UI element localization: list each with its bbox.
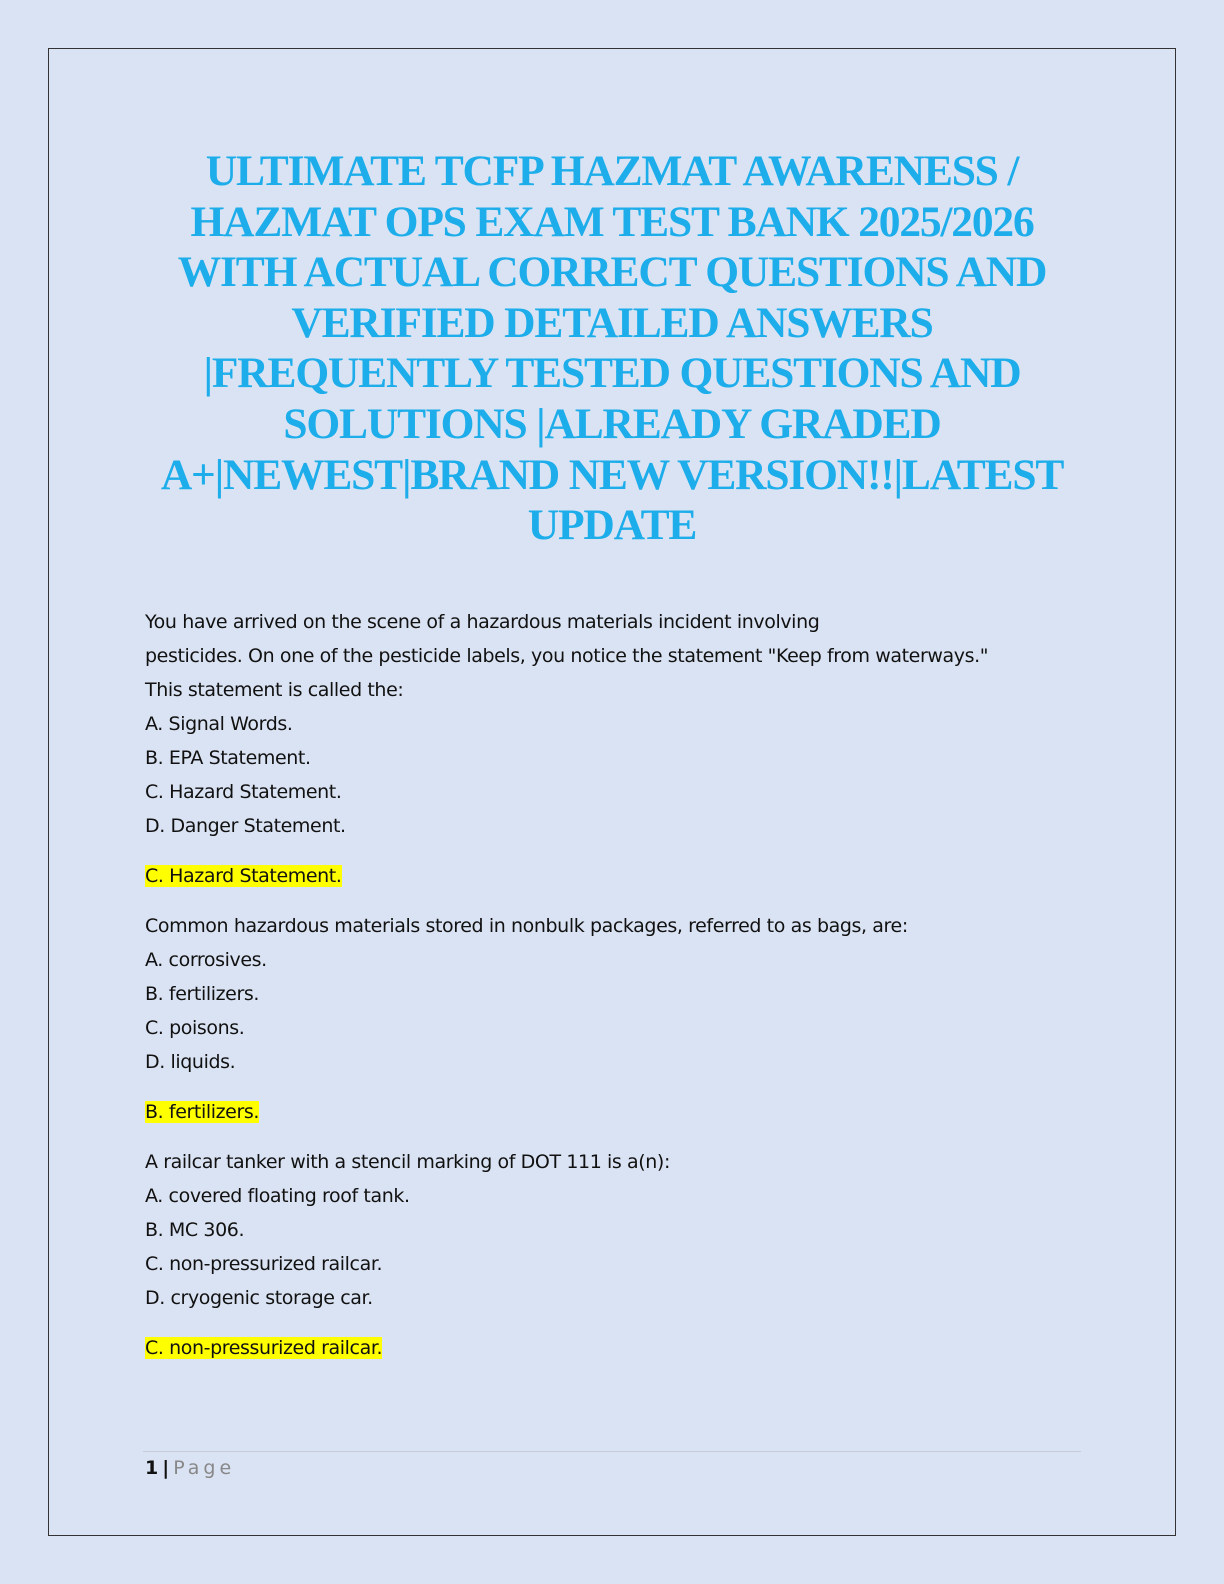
question-2 — [145, 909, 1085, 1129]
highlighted-answer: C. Hazard Statement. — [145, 865, 342, 887]
title-line: HAZMAT OPS EXAM TEST BANK 2025/2026 — [190, 197, 1034, 246]
answer-row — [145, 1095, 1085, 1129]
option-d: D. Danger Statement. — [145, 815, 346, 837]
highlighted-answer: C. non-pressurized railcar. — [145, 1337, 383, 1359]
footer-divider — [143, 1451, 1081, 1452]
title-line: ULTIMATE TCFP HAZMAT AWARENESS / — [205, 147, 1019, 195]
title-line: SOLUTIONS |ALREADY GRADED — [283, 399, 941, 448]
option-b: B. MC 306. — [145, 1219, 245, 1241]
option-b: B. EPA Statement. — [145, 747, 311, 769]
footer-separator: | — [162, 1457, 170, 1479]
option-c: C. poisons. — [145, 1017, 245, 1039]
question-text: Common hazardous materials stored in nonbulk packages, referred to as bags, are: — [145, 915, 908, 937]
option-a: A. corrosives. — [145, 949, 267, 971]
page-label: Page — [173, 1457, 236, 1479]
question-text: You have arrived on the scene of a hazardous materials incident involving — [145, 611, 820, 633]
title-line: A+|NEWEST|BRAND NEW VERSION!!|LATEST — [160, 450, 1064, 499]
option-a: A. Signal Words. — [145, 713, 293, 735]
answer-row — [145, 1331, 1085, 1365]
title-line: |FREQUENTLY TESTED QUESTIONS AND — [203, 349, 1021, 398]
answer-row — [145, 859, 1085, 893]
option-d: D. liquids. — [145, 1051, 236, 1073]
question-text: A railcar tanker with a stencil marking of DOT 111 is a(n): — [145, 1151, 670, 1173]
question-list — [145, 605, 1085, 1381]
option-b: B. fertilizers. — [145, 983, 260, 1005]
page-footer — [145, 1455, 235, 1481]
option-a: A. covered floating roof tank. — [145, 1185, 410, 1207]
question-1 — [145, 605, 1085, 893]
title-line: VERIFIED DETAILED ANSWERS — [291, 298, 933, 347]
title-line: UPDATE — [527, 501, 697, 550]
question-text: This statement is called the: — [145, 679, 404, 701]
option-c: C. non-pressurized railcar. — [145, 1253, 383, 1275]
title-line: WITH ACTUAL CORRECT QUESTIONS AND — [177, 248, 1047, 297]
highlighted-answer: B. fertilizers. — [145, 1101, 260, 1123]
option-c: C. Hazard Statement. — [145, 781, 342, 803]
question-3 — [145, 1145, 1085, 1365]
document-title — [140, 146, 1084, 551]
option-d: D. cryogenic storage car. — [145, 1287, 373, 1309]
question-text: pesticides. On one of the pesticide labels, you notice the statement "Keep from waterways." — [145, 645, 989, 667]
page-number: 1 — [145, 1457, 159, 1479]
